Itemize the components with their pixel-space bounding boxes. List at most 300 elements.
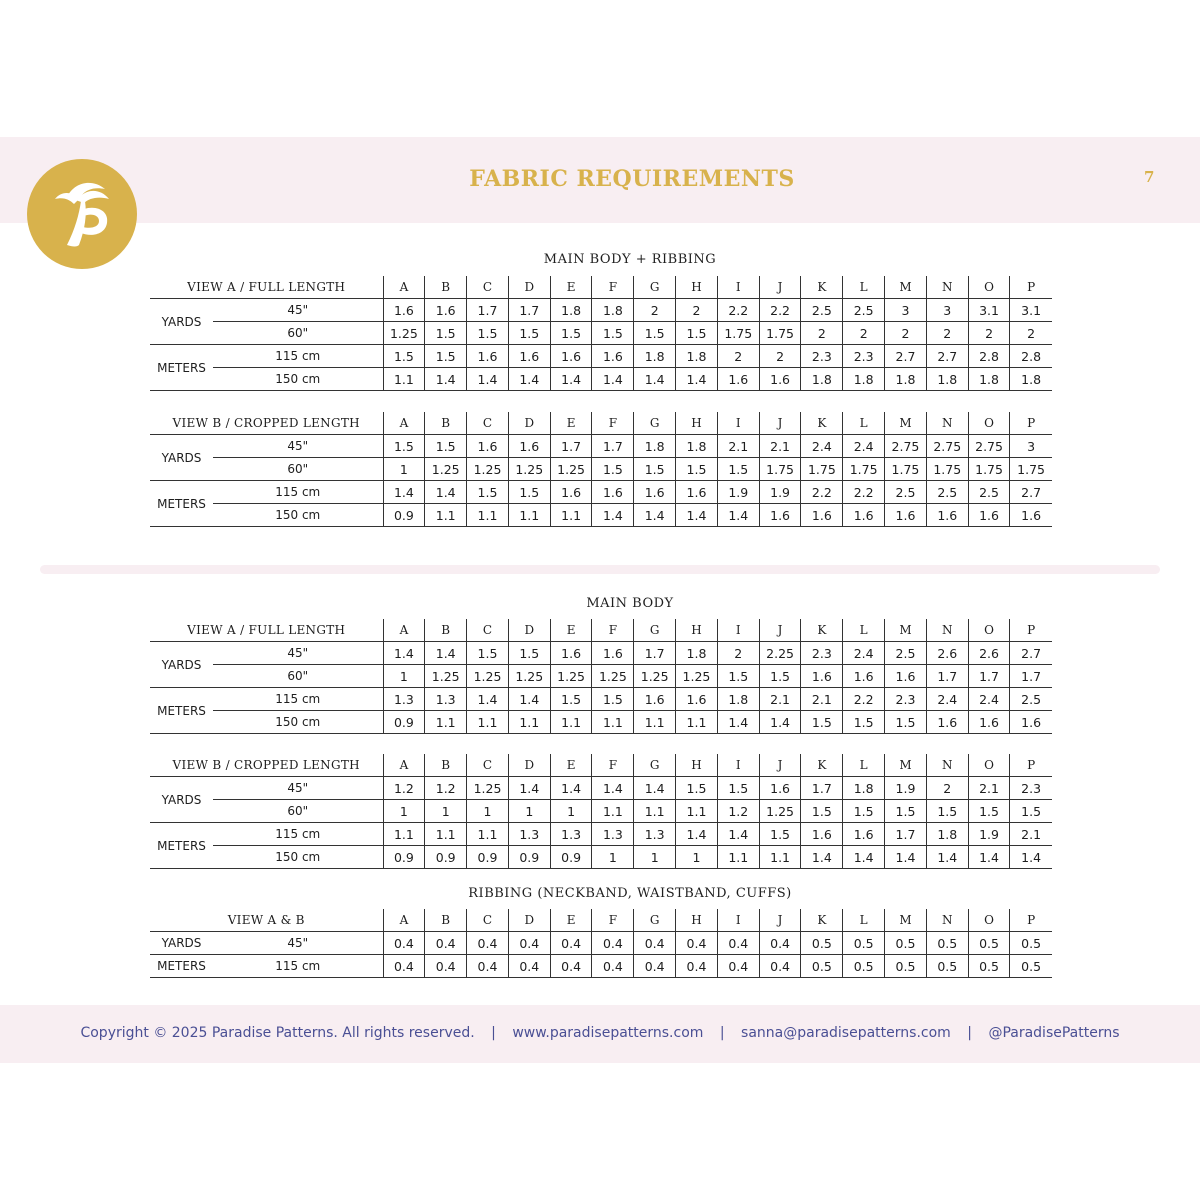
fabric-amount-cell: 1.3	[550, 823, 592, 846]
fabric-amount-cell: 1.6	[801, 823, 843, 846]
size-column-header: B	[425, 276, 467, 299]
fabric-amount-cell: 1.25	[676, 665, 718, 688]
size-column-header: O	[968, 754, 1010, 777]
fabric-amount-cell: 0.4	[425, 955, 467, 978]
unit-label: YARDS	[150, 299, 213, 345]
fabric-amount-cell: 1.5	[467, 322, 509, 345]
size-column-header: L	[843, 276, 885, 299]
fabric-amount-cell: 2.75	[926, 435, 968, 458]
fabric-amount-cell: 1.7	[467, 299, 509, 322]
table-header-row	[150, 276, 1052, 299]
fabric-amount-cell: 3.1	[1010, 299, 1052, 322]
fabric-amount-cell: 1.6	[1010, 711, 1052, 734]
fabric-amount-cell: 1.25	[467, 458, 509, 481]
fabric-amount-cell: 1.8	[676, 435, 718, 458]
fabric-amount-cell: 1	[550, 800, 592, 823]
fabric-amount-cell: 1.5	[592, 458, 634, 481]
fabric-amount-cell: 2.1	[717, 435, 759, 458]
fabric-amount-cell: 1.1	[717, 846, 759, 869]
fabric-amount-cell: 1.6	[634, 481, 676, 504]
fabric-amount-cell: 1.6	[968, 711, 1010, 734]
unit-label: METERS	[150, 481, 213, 527]
size-column-header: J	[759, 754, 801, 777]
fabric-amount-cell: 3	[926, 299, 968, 322]
fabric-amount-cell: 2.75	[885, 435, 927, 458]
size-column-header: M	[885, 276, 927, 299]
fabric-amount-cell: 2.25	[759, 642, 801, 665]
fabric-amount-cell: 1.6	[843, 823, 885, 846]
fabric-amount-cell: 1	[676, 846, 718, 869]
fabric-amount-cell: 1.25	[592, 665, 634, 688]
fabric-amount-cell: 0.4	[676, 932, 718, 955]
fabric-amount-cell: 1.25	[508, 458, 550, 481]
fabric-amount-cell: 1.6	[467, 435, 509, 458]
size-column-header: B	[425, 412, 467, 435]
size-column-header: B	[425, 754, 467, 777]
fabric-amount-cell: 1.1	[425, 711, 467, 734]
fabric-amount-cell: 1.6	[425, 299, 467, 322]
fabric-amount-cell: 2.2	[801, 481, 843, 504]
fabric-amount-cell: 0.5	[968, 932, 1010, 955]
table-row	[150, 481, 1052, 504]
fabric-width-label: 115 cm	[213, 955, 383, 978]
fabric-amount-cell: 2.1	[759, 688, 801, 711]
fabric-amount-cell: 1.4	[676, 504, 718, 527]
size-column-header: N	[926, 276, 968, 299]
fabric-amount-cell: 1.75	[885, 458, 927, 481]
size-column-header: B	[425, 619, 467, 642]
fabric-amount-cell: 1	[634, 846, 676, 869]
requirements-table	[150, 909, 1052, 978]
fabric-amount-cell: 1.75	[759, 458, 801, 481]
fabric-amount-cell: 1.6	[717, 368, 759, 391]
fabric-amount-cell: 1.8	[717, 688, 759, 711]
footer-separator: |	[491, 1025, 496, 1041]
size-column-header: M	[885, 754, 927, 777]
fabric-amount-cell: 2.2	[843, 481, 885, 504]
fabric-amount-cell: 1.1	[508, 504, 550, 527]
table-row	[150, 642, 1052, 665]
requirements-table	[150, 412, 1052, 527]
fabric-amount-cell: 0.5	[801, 932, 843, 955]
fabric-width-label: 60"	[213, 322, 383, 345]
fabric-amount-cell: 1.6	[885, 504, 927, 527]
size-column-header: M	[885, 909, 927, 932]
size-column-header: K	[801, 909, 843, 932]
fabric-amount-cell: 0.4	[508, 955, 550, 978]
size-column-header: K	[801, 754, 843, 777]
fabric-amount-cell: 1.25	[508, 665, 550, 688]
fabric-amount-cell: 1.7	[885, 823, 927, 846]
size-column-header: F	[592, 619, 634, 642]
size-column-header: C	[467, 276, 509, 299]
fabric-amount-cell: 1.6	[676, 481, 718, 504]
fabric-amount-cell: 1.1	[759, 846, 801, 869]
view-label: VIEW B / CROPPED LENGTH	[150, 412, 383, 435]
fabric-amount-cell: 2	[717, 345, 759, 368]
fabric-amount-cell: 1.75	[801, 458, 843, 481]
footer-social-handle[interactable]: @ParadisePatterns	[988, 1025, 1120, 1041]
fabric-amount-cell: 1.8	[926, 823, 968, 846]
fabric-amount-cell: 1.7	[634, 642, 676, 665]
fabric-amount-cell: 0.4	[717, 932, 759, 955]
fabric-amount-cell: 2.5	[968, 481, 1010, 504]
fabric-amount-cell: 1.4	[717, 711, 759, 734]
fabric-amount-cell: 2.5	[801, 299, 843, 322]
size-column-header: I	[717, 619, 759, 642]
fabric-width-label: 45"	[213, 435, 383, 458]
fabric-amount-cell: 1.1	[634, 711, 676, 734]
fabric-amount-cell: 1.5	[634, 322, 676, 345]
fabric-amount-cell: 2	[1010, 322, 1052, 345]
fabric-amount-cell: 2.1	[1010, 823, 1052, 846]
footer-website-link[interactable]: www.paradisepatterns.com	[512, 1025, 704, 1041]
table-row	[150, 504, 1052, 527]
fabric-amount-cell: 1.75	[717, 322, 759, 345]
fabric-amount-cell: 1.5	[1010, 800, 1052, 823]
fabric-amount-cell: 3	[1010, 435, 1052, 458]
table-row	[150, 345, 1052, 368]
fabric-amount-cell: 1.25	[550, 458, 592, 481]
fabric-amount-cell: 1.6	[592, 481, 634, 504]
fabric-amount-cell: 2.5	[926, 481, 968, 504]
fabric-amount-cell: 1.5	[968, 800, 1010, 823]
fabric-amount-cell: 2	[843, 322, 885, 345]
fabric-amount-cell: 1.25	[759, 800, 801, 823]
fabric-amount-cell: 1.4	[759, 711, 801, 734]
fabric-amount-cell: 1.4	[508, 777, 550, 800]
fabric-amount-cell: 1	[383, 665, 425, 688]
fabric-amount-cell: 1.4	[843, 846, 885, 869]
fabric-amount-cell: 1.25	[425, 458, 467, 481]
fabric-amount-cell: 0.4	[425, 932, 467, 955]
fabric-amount-cell: 1.5	[843, 711, 885, 734]
fabric-amount-cell: 2.3	[843, 345, 885, 368]
fabric-amount-cell: 1.75	[1010, 458, 1052, 481]
size-column-header: O	[968, 909, 1010, 932]
size-column-header: F	[592, 412, 634, 435]
fabric-amount-cell: 1.1	[425, 823, 467, 846]
fabric-amount-cell: 0.9	[550, 846, 592, 869]
size-column-header: D	[508, 909, 550, 932]
fabric-width-label: 150 cm	[213, 711, 383, 734]
size-column-header: P	[1010, 276, 1052, 299]
fabric-amount-cell: 2.3	[1010, 777, 1052, 800]
fabric-amount-cell: 1.25	[425, 665, 467, 688]
fabric-amount-cell: 1.5	[759, 665, 801, 688]
fabric-amount-cell: 1.4	[676, 368, 718, 391]
fabric-amount-cell: 1.8	[550, 299, 592, 322]
fabric-amount-cell: 2.5	[885, 642, 927, 665]
size-column-header: O	[968, 619, 1010, 642]
size-column-header: J	[759, 276, 801, 299]
size-column-header: H	[676, 619, 718, 642]
fabric-width-label: 60"	[213, 665, 383, 688]
fabric-amount-cell: 1.6	[592, 345, 634, 368]
fabric-amount-cell: 1.4	[425, 642, 467, 665]
fabric-amount-cell: 1.7	[801, 777, 843, 800]
fabric-amount-cell: 0.4	[550, 932, 592, 955]
fabric-amount-cell: 1.6	[550, 481, 592, 504]
size-column-header: F	[592, 754, 634, 777]
fabric-amount-cell: 1.25	[467, 777, 509, 800]
size-column-header: B	[425, 909, 467, 932]
size-column-header: A	[383, 619, 425, 642]
fabric-amount-cell: 2.5	[843, 299, 885, 322]
page-number: 7	[1144, 168, 1155, 186]
size-column-header: M	[885, 412, 927, 435]
fabric-amount-cell: 1.6	[843, 504, 885, 527]
fabric-amount-cell: 1.5	[550, 322, 592, 345]
table-row	[150, 955, 1052, 978]
fabric-amount-cell: 2	[926, 777, 968, 800]
fabric-amount-cell: 1.1	[467, 504, 509, 527]
fabric-width-label: 45"	[213, 299, 383, 322]
size-column-header: H	[676, 909, 718, 932]
fabric-width-label: 150 cm	[213, 846, 383, 869]
table-header-row	[150, 909, 1052, 932]
fabric-amount-cell: 1.9	[759, 481, 801, 504]
fabric-amount-cell: 1.1	[592, 711, 634, 734]
fabric-width-label: 45"	[213, 777, 383, 800]
fabric-amount-cell: 1.8	[676, 345, 718, 368]
fabric-amount-cell: 1.6	[634, 688, 676, 711]
size-column-header: P	[1010, 619, 1052, 642]
fabric-amount-cell: 1.6	[550, 345, 592, 368]
fabric-amount-cell: 2.5	[885, 481, 927, 504]
size-column-header: P	[1010, 909, 1052, 932]
fabric-amount-cell: 1.5	[383, 345, 425, 368]
table-header-row	[150, 412, 1052, 435]
size-column-header: D	[508, 754, 550, 777]
fabric-amount-cell: 1.2	[717, 800, 759, 823]
fabric-amount-cell: 1.3	[425, 688, 467, 711]
fabric-amount-cell: 2.3	[801, 345, 843, 368]
fabric-amount-cell: 1.4	[550, 368, 592, 391]
fabric-width-label: 115 cm	[213, 823, 383, 846]
size-column-header: J	[759, 619, 801, 642]
fabric-width-label: 60"	[213, 458, 383, 481]
fabric-amount-cell: 1.1	[676, 800, 718, 823]
fabric-amount-cell: 1	[383, 458, 425, 481]
size-column-header: I	[717, 754, 759, 777]
fabric-amount-cell: 1.4	[926, 846, 968, 869]
fabric-amount-cell: 1.2	[425, 777, 467, 800]
size-column-header: G	[634, 754, 676, 777]
unit-label: METERS	[150, 823, 213, 869]
size-column-header: A	[383, 276, 425, 299]
fabric-amount-cell: 1.4	[968, 846, 1010, 869]
fabric-amount-cell: 1.4	[634, 777, 676, 800]
fabric-amount-cell: 1.4	[592, 368, 634, 391]
fabric-amount-cell: 1.6	[759, 777, 801, 800]
table-row	[150, 368, 1052, 391]
size-column-header: P	[1010, 754, 1052, 777]
fabric-amount-cell: 1.7	[926, 665, 968, 688]
size-column-header: L	[843, 412, 885, 435]
fabric-amount-cell: 1.8	[843, 777, 885, 800]
fabric-amount-cell: 2.3	[801, 642, 843, 665]
size-column-header: A	[383, 412, 425, 435]
size-column-header: A	[383, 909, 425, 932]
fabric-amount-cell: 1.1	[550, 711, 592, 734]
view-label: VIEW A & B	[150, 909, 383, 932]
fabric-amount-cell: 1.4	[717, 504, 759, 527]
fabric-amount-cell: 2	[676, 299, 718, 322]
size-column-header: G	[634, 276, 676, 299]
size-column-header: C	[467, 754, 509, 777]
fabric-amount-cell: 2.2	[717, 299, 759, 322]
fabric-amount-cell: 3.1	[968, 299, 1010, 322]
fabric-amount-cell: 1.25	[550, 665, 592, 688]
fabric-amount-cell: 1.1	[425, 504, 467, 527]
fabric-amount-cell: 2.4	[968, 688, 1010, 711]
fabric-amount-cell: 0.5	[885, 932, 927, 955]
unit-label: METERS	[150, 345, 213, 391]
fabric-width-label: 45"	[213, 642, 383, 665]
fabric-amount-cell: 1.5	[508, 322, 550, 345]
fabric-amount-cell: 0.4	[550, 955, 592, 978]
fabric-amount-cell: 1.6	[926, 711, 968, 734]
table-header-row	[150, 619, 1052, 642]
size-column-header: K	[801, 619, 843, 642]
table-row	[150, 688, 1052, 711]
fabric-amount-cell: 1.1	[467, 823, 509, 846]
table-row	[150, 932, 1052, 955]
fabric-amount-cell: 0.5	[926, 932, 968, 955]
view-label: VIEW A / FULL LENGTH	[150, 619, 383, 642]
fabric-amount-cell: 0.4	[467, 955, 509, 978]
fabric-amount-cell: 1.5	[550, 688, 592, 711]
size-column-header: D	[508, 619, 550, 642]
fabric-amount-cell: 2.2	[759, 299, 801, 322]
fabric-amount-cell: 1.4	[508, 368, 550, 391]
unit-label: YARDS	[150, 932, 213, 955]
fabric-amount-cell: 1.1	[550, 504, 592, 527]
fabric-amount-cell: 1.7	[1010, 665, 1052, 688]
unit-label: METERS	[150, 688, 213, 734]
fabric-amount-cell: 0.5	[968, 955, 1010, 978]
view-label: VIEW A / FULL LENGTH	[150, 276, 383, 299]
fabric-amount-cell: 0.5	[1010, 955, 1052, 978]
section-divider	[40, 565, 1160, 574]
fabric-amount-cell: 0.9	[383, 504, 425, 527]
size-column-header: M	[885, 619, 927, 642]
fabric-amount-cell: 1.5	[592, 322, 634, 345]
fabric-amount-cell: 2	[885, 322, 927, 345]
fabric-width-label: 115 cm	[213, 481, 383, 504]
fabric-amount-cell: 2.7	[885, 345, 927, 368]
fabric-amount-cell: 2.2	[843, 688, 885, 711]
fabric-amount-cell: 1.3	[634, 823, 676, 846]
fabric-amount-cell: 2.4	[801, 435, 843, 458]
fabric-amount-cell: 1.7	[592, 435, 634, 458]
fabric-amount-cell: 0.4	[383, 955, 425, 978]
fabric-amount-cell: 1.6	[508, 345, 550, 368]
fabric-amount-cell: 1.5	[759, 823, 801, 846]
fabric-amount-cell: 2	[634, 299, 676, 322]
fabric-amount-cell: 1.5	[383, 435, 425, 458]
fabric-amount-cell: 2	[968, 322, 1010, 345]
size-column-header: J	[759, 909, 801, 932]
fabric-amount-cell: 1.5	[592, 688, 634, 711]
fabric-amount-cell: 0.4	[592, 955, 634, 978]
fabric-amount-cell: 2.8	[968, 345, 1010, 368]
fabric-amount-cell: 2.6	[968, 642, 1010, 665]
fabric-amount-cell: 1.9	[885, 777, 927, 800]
size-column-header: J	[759, 412, 801, 435]
size-column-header: G	[634, 619, 676, 642]
fabric-amount-cell: 1.4	[634, 504, 676, 527]
size-column-header: N	[926, 412, 968, 435]
fabric-amount-cell: 0.5	[801, 955, 843, 978]
fabric-amount-cell: 1.1	[383, 823, 425, 846]
table-row	[150, 800, 1052, 823]
fabric-amount-cell: 2.7	[1010, 642, 1052, 665]
fabric-amount-cell: 2	[926, 322, 968, 345]
fabric-amount-cell: 0.5	[1010, 932, 1052, 955]
fabric-amount-cell: 0.4	[592, 932, 634, 955]
fabric-amount-cell: 1.6	[508, 435, 550, 458]
fabric-amount-cell: 2.75	[968, 435, 1010, 458]
fabric-amount-cell: 1	[592, 846, 634, 869]
fabric-amount-cell: 1.8	[801, 368, 843, 391]
fabric-amount-cell: 1.6	[1010, 504, 1052, 527]
section-title: MAIN BODY + RIBBING	[543, 252, 717, 267]
fabric-amount-cell: 0.9	[383, 846, 425, 869]
footer-email-link[interactable]: sanna@paradisepatterns.com	[741, 1025, 951, 1041]
fabric-width-label: 115 cm	[213, 345, 383, 368]
fabric-amount-cell: 1.1	[467, 711, 509, 734]
fabric-amount-cell: 2.7	[926, 345, 968, 368]
table-row	[150, 458, 1052, 481]
fabric-width-label: 150 cm	[213, 504, 383, 527]
fabric-amount-cell: 0.5	[885, 955, 927, 978]
fabric-amount-cell: 1.5	[425, 345, 467, 368]
footer-copyright: Copyright © 2025 Paradise Patterns. All rights reserved.	[80, 1025, 475, 1041]
table-row	[150, 322, 1052, 345]
fabric-amount-cell: 1.6	[885, 665, 927, 688]
fabric-amount-cell: 0.5	[843, 932, 885, 955]
fabric-amount-cell: 1.25	[467, 665, 509, 688]
size-column-header: F	[592, 276, 634, 299]
fabric-amount-cell: 0.4	[634, 955, 676, 978]
fabric-amount-cell: 1.4	[467, 368, 509, 391]
fabric-amount-cell: 1.5	[801, 800, 843, 823]
fabric-amount-cell: 1.4	[425, 368, 467, 391]
fabric-amount-cell: 1.4	[592, 504, 634, 527]
fabric-amount-cell: 0.4	[717, 955, 759, 978]
fabric-amount-cell: 0.9	[467, 846, 509, 869]
fabric-amount-cell: 2	[759, 345, 801, 368]
fabric-amount-cell: 1.6	[801, 504, 843, 527]
fabric-amount-cell: 1.8	[592, 299, 634, 322]
fabric-amount-cell: 1.6	[467, 345, 509, 368]
fabric-amount-cell: 1.75	[843, 458, 885, 481]
fabric-amount-cell: 1.9	[968, 823, 1010, 846]
fabric-amount-cell: 1.2	[383, 777, 425, 800]
fabric-amount-cell: 1.5	[508, 481, 550, 504]
size-column-header: H	[676, 276, 718, 299]
size-column-header: E	[550, 754, 592, 777]
footer	[0, 1025, 1200, 1041]
fabric-amount-cell: 1.8	[885, 368, 927, 391]
table-row	[150, 711, 1052, 734]
fabric-amount-cell: 1.6	[801, 665, 843, 688]
fabric-amount-cell: 1.5	[717, 777, 759, 800]
fabric-amount-cell: 1.5	[467, 642, 509, 665]
fabric-amount-cell: 2	[801, 322, 843, 345]
